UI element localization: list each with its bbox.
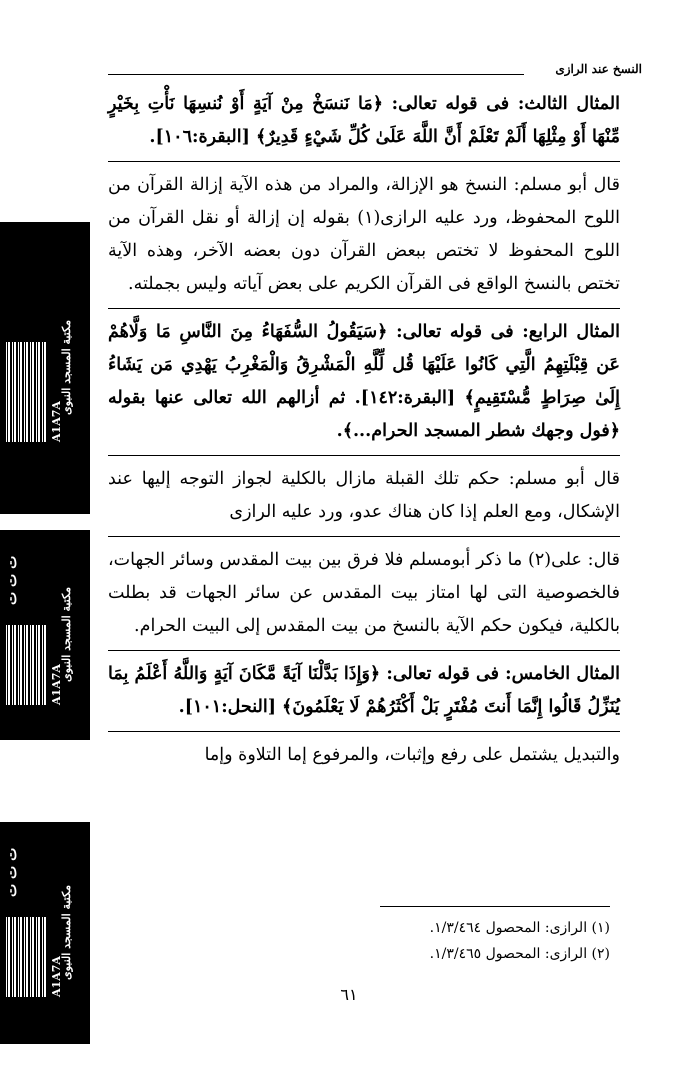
paragraph-separator [108,455,620,456]
paragraph-abu-muslim-1: قال أبو مسلم: النسخ هو الإزالة، والمراد من هذه الآية إزالة القرآن من اللوح المحفوظ، ورد عليه الرازى(١) بقوله إن إزالة أو نقل القرآن من اللوح المحفوظ لا تختص ببعض القرآن دون بعضه الآخر، وهذه الآية تختص بالنسخ الواقع فى القرآن الكريم على بعض آياته وليس بجملته. [108,175,620,294]
paragraph-separator [108,161,620,162]
stamp-call-number: ت ت ت [4,555,20,605]
paragraph-example-4: المثال الرابع: فى قوله تعالى: ﴿سَيَقُولُ السُّفَهَاءُ مِنَ النَّاسِ مَا وَلَّاهُمْ عَن قِبْلَتِهِمُ الَّتِي كَانُوا عَلَيْهَا قُل لِّلَّهِ الْمَشْرِقُ وَالْمَغْرِبُ يَهْدِي مَن يَشَاءُ إِلَىٰ صِرَاطٍ مُّسْتَقِيمٍ﴾ [البقرة:١٤٢]. ثم أزالهم الله تعالى عنها بقوله ﴿فول وجهك شطر المسجد الحرام...﴾. [108,322,621,441]
paragraph-razi-reply: قال: على(٢) ما ذكر أبومسلم فلا فرق بين بيت المقدس وسائر الجهات، فالخصوصية التى لها امتاز بيت المقدس عن سائر الجهات قد بطلت بالكلية، فيكون حكم الآية بالنسخ من بيت المقدس إلى البيت الحرام. [108,550,620,636]
stamp-label: مكتبة المسجد النبوى [60,587,73,683]
paragraph-separator [108,731,620,732]
library-stamp-1 [0,222,90,514]
barcode [4,625,48,705]
paragraph-example-3: المثال الثالث: فى قوله تعالى: ﴿مَا نَنسَخْ مِنْ آيَةٍ أَوْ نُنسِهَا نَأْتِ بِخَيْرٍ مِّنْهَا أَوْ مِثْلِهَا أَلَمْ تَعْلَمْ أَنَّ اللَّهَ عَلَىٰ كُلِّ شَيْءٍ قَدِيرٌ﴾ [البقرة:١٠٦]. [108,94,620,147]
footnotes [290,915,610,967]
paragraph-separator [108,650,620,651]
footnote-1: (١) الرازى: المحصول ١/٣/٤٦٤. [429,920,610,936]
stamp-label: مكتبة المسجد النبوى [60,320,73,416]
paragraph-separator [108,308,620,309]
paragraph-tabdil: والتبديل يشتمل على رفع وإثبات، والمرفوع إما التلاوة وإما [204,745,620,765]
header-rule [108,74,524,75]
page-number: ٦١ [340,985,358,1004]
footnote-rule [380,906,610,907]
barcode [4,342,48,442]
paragraph-abu-muslim-2: قال أبو مسلم: حكم تلك القبلة مازال بالكلية لجواز التوجه إليها عند الإشكال، ومع العلم إذا كان هناك عدو، ورد عليه الرازى [108,469,620,522]
stamp-call-number: ٢١٦،١ ت ت ت [4,238,20,327]
library-stamp-3 [0,822,90,1044]
paragraph-example-5: المثال الخامس: فى قوله تعالى: ﴿وَإِذَا بَدَّلْنَا آيَةً مَّكَانَ آيَةٍ وَاللَّهُ أَعْلَمُ بِمَا يُنَزِّلُ قَالُوا إِنَّمَا أَنتَ مُفْتَرٍ بَلْ أَكْثَرُهُمْ لَا يَعْلَمُونَ﴾ [النحل:١٠١]. [108,664,620,717]
footnote-2: (٢) الرازى: المحصول ١/٣/٤٦٥. [429,946,610,962]
barcode [4,917,48,997]
stamp-label: مكتبة المسجد النبوى [60,885,73,981]
library-stamp-2 [0,530,90,740]
header-title: النسخ عند الرازى [555,62,642,76]
stamp-code: A1A7A [50,664,63,705]
paragraph-separator [108,536,620,537]
stamp-code: A1A7A [50,401,63,442]
running-header [108,62,642,78]
stamp-code: A1A7A [50,956,63,997]
body-text [108,88,620,779]
stamp-call-number: ت ت ت [4,847,20,897]
